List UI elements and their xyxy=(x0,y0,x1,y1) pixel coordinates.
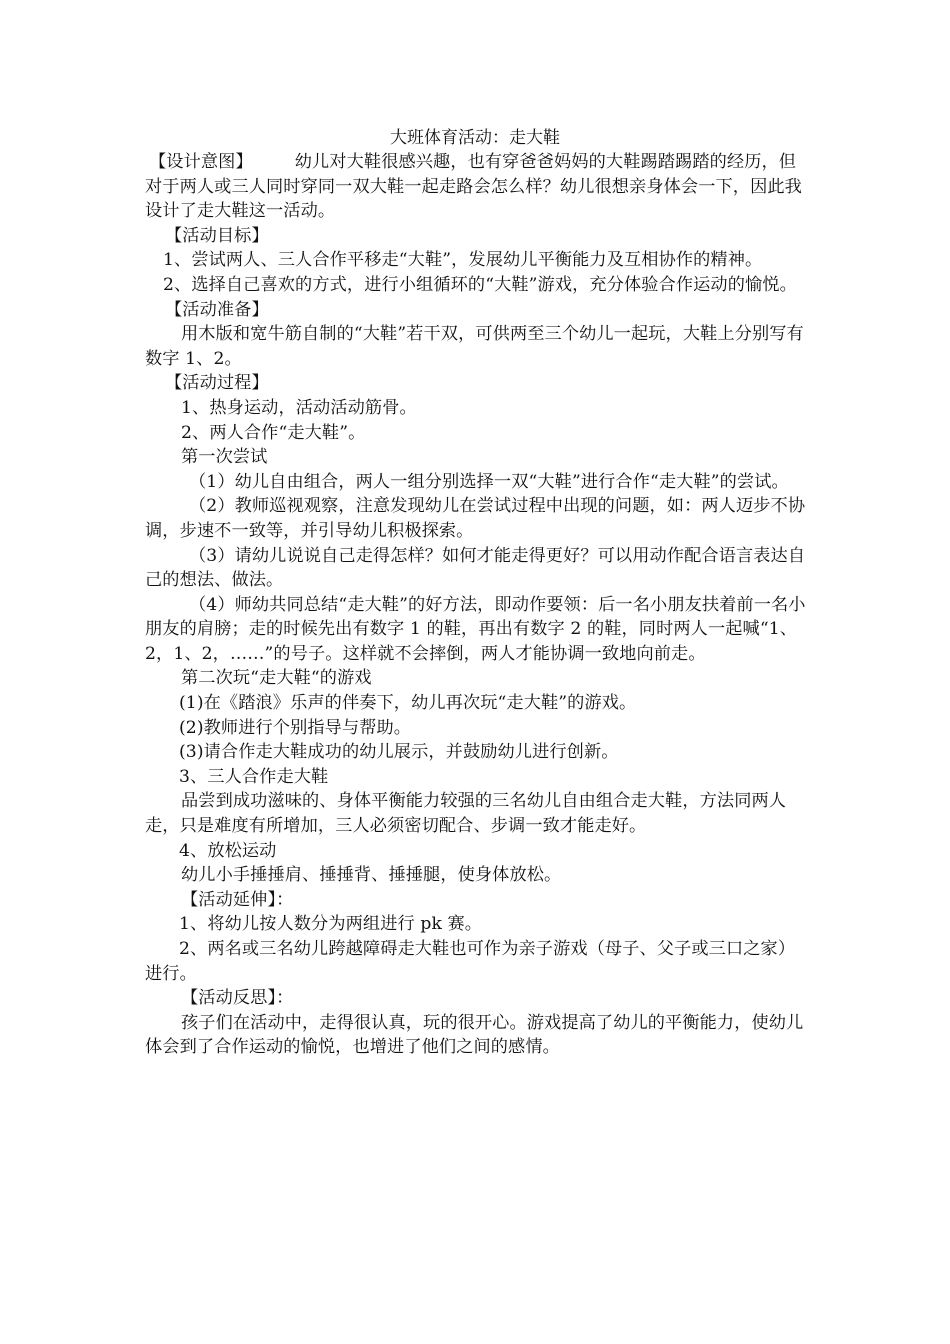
reflection-text: 孩子们在活动中，走得很认真，玩的很开心。游戏提高了幼儿的平衡能力，使幼儿体会到了合作运动的愉悦，也增进了他们之间的感情。 xyxy=(145,1012,804,1058)
first-try-heading: 第一次尝试 xyxy=(181,447,268,468)
second-play-3: (3)请合作走大鞋成功的幼儿展示，并鼓励幼儿进行创新。 xyxy=(179,742,619,763)
step-3: 3、三人合作走大鞋 xyxy=(179,766,329,787)
goals-heading: 【活动目标】 xyxy=(165,225,269,246)
step-2: 2、两人合作“走大鞋”。 xyxy=(181,422,366,443)
step-3-text: 品尝到成功滋味的、身体平衡能力较强的三名幼儿自由组合走大鞋，方法同两人走，只是难度有所增加，三人必须密切配合、步调一致才能走好。 xyxy=(145,791,787,837)
step-4-text: 幼儿小手捶捶肩、捶捶背、捶捶腿，使身体放松。 xyxy=(181,865,562,886)
step-4: 4、放松运动 xyxy=(179,840,277,861)
second-play-2: (2)教师进行个别指导与帮助。 xyxy=(179,717,412,738)
prep-text: 用木版和宽牛筋自制的“大鞋”若干双，可供两至三个幼儿一起玩，大鞋上分别写有数字 1、2。 xyxy=(145,324,804,369)
prep-heading: 【活动准备】 xyxy=(165,299,269,320)
first-try-4: （4）师幼共同总结“走大鞋”的好方法，即动作要领：后一名小朋友扶着前一名小朋友的肩膀；走的时候先出有数字 1 的鞋，再出有数字 2 的鞋，同时两人一起喊“1、2，1、2，……”的号子。这样就不会摔倒，两人才能协调一致地向前走。 xyxy=(145,594,806,664)
extension-2: 2、两名或三名幼儿跨越障碍走大鞋也可作为亲子游戏（母子、父子或三口之家）进行。 xyxy=(145,939,796,984)
first-try-1: （1）幼儿自由组合，两人一组分别选择一双“大鞋”进行合作“走大鞋”的尝试。 xyxy=(189,471,789,492)
second-play-1: (1)在《踏浪》乐声的伴奏下，幼儿再次玩“走大鞋”的游戏。 xyxy=(179,693,637,714)
document-body xyxy=(145,150,810,1060)
document-title: 大班体育活动：走大鞋 xyxy=(390,128,560,148)
design-intent-paragraph xyxy=(145,150,810,224)
step-1: 1、热身运动，活动活动筋骨。 xyxy=(181,397,417,418)
design-intent-text: 幼儿对大鞋很感兴趣，也有穿爸爸妈妈的大鞋踢踏踢踏的经历，但对于两人或三人同时穿同一双大鞋一起走路会怎么样？幼儿很想亲身体会一下，因此我设计了走大鞋这一活动。 xyxy=(145,152,802,222)
process-heading: 【活动过程】 xyxy=(165,373,269,394)
goal-1: 1、尝试两人、三人合作平移走“大鞋”，发展幼儿平衡能力及互相协作的精神。 xyxy=(163,250,763,271)
extension-heading: 【活动延伸】： xyxy=(181,889,294,910)
goal-2: 2、选择自己喜欢的方式，进行小组循环的“大鞋”游戏，充分体验合作运动的愉悦。 xyxy=(163,274,797,295)
reflection-heading: 【活动反思】： xyxy=(181,988,294,1009)
extension-1: 1、将幼儿按人数分为两组进行 pk 赛。 xyxy=(179,914,483,935)
first-try-2: （2）教师巡视观察，注意发现幼儿在尝试过程中出现的问题，如：两人迈步不协调，步速不一致等，并引导幼儿积极探索。 xyxy=(145,496,806,541)
second-play-heading: 第二次玩“走大鞋“的游戏 xyxy=(181,668,372,689)
first-try-3: （3）请幼儿说说自己走得怎样？如何才能走得更好？可以用动作配合语言表达自己的想法、做法。 xyxy=(145,545,806,591)
design-intent-heading: 【设计意图】 xyxy=(149,152,253,172)
